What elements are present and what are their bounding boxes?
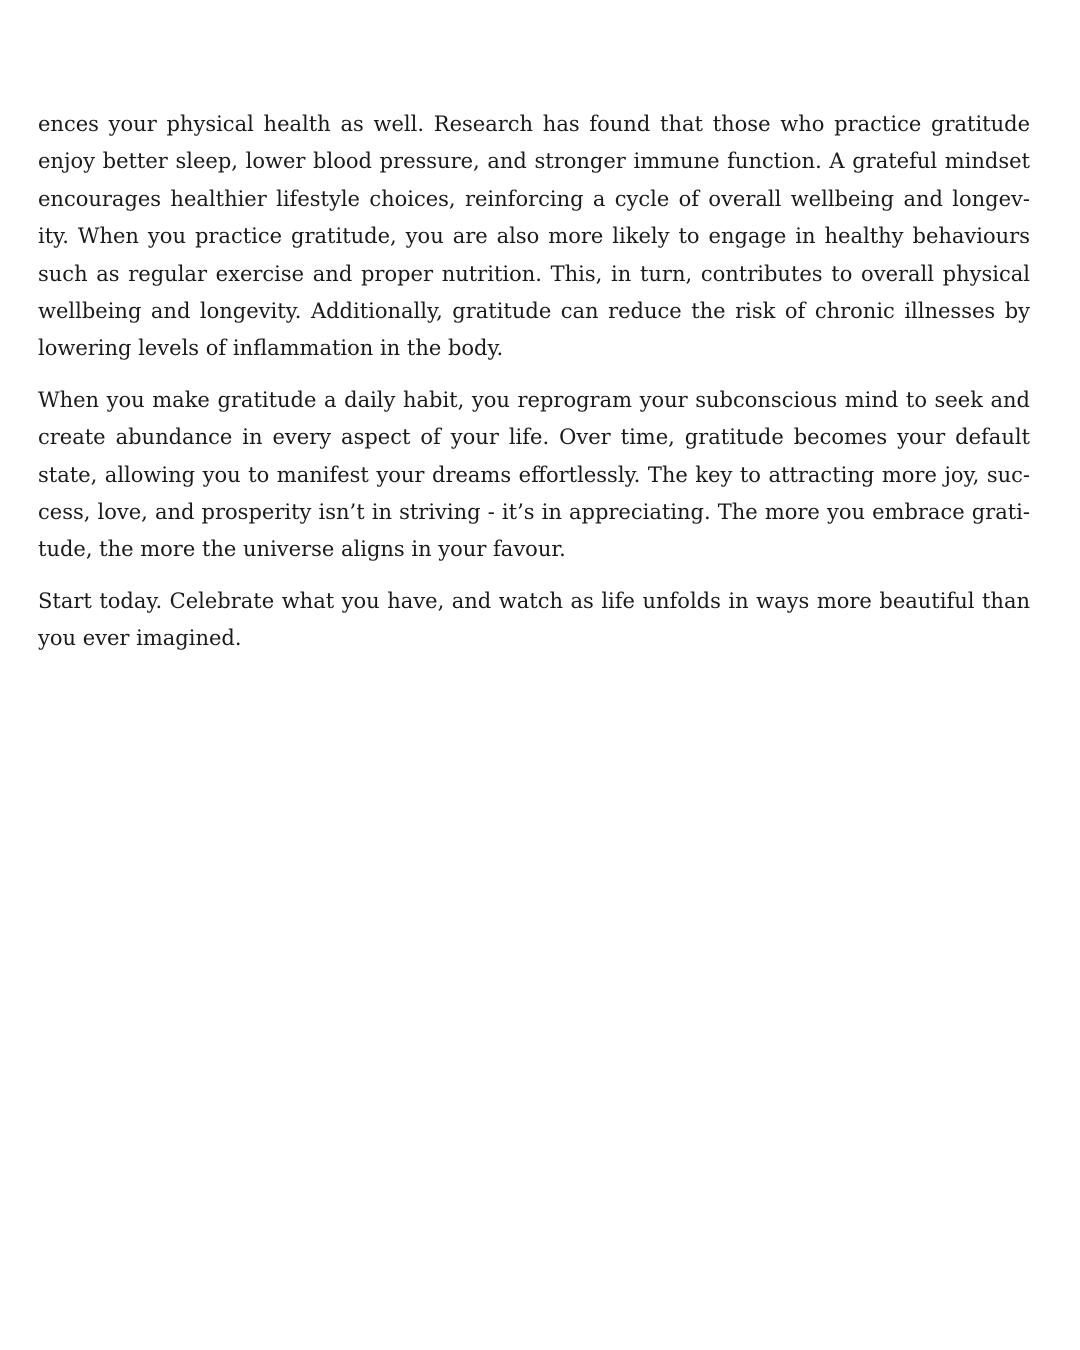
text-line: ences your physical health as well. Research has found that those who practice gratitude: [38, 112, 1030, 136]
page-body: [38, 106, 1030, 672]
text-line: enjoy better sleep, lower blood pressure, and stronger immune function. A grateful mindset: [38, 149, 1030, 174]
text-line: you ever imagined.: [38, 626, 242, 651]
paragraph: [38, 583, 1030, 658]
paragraph: [38, 106, 1030, 368]
text-line: ity. When you practice gratitude, you are also more likely to engage in healthy behaviours: [38, 224, 1030, 249]
text-line: Start today. Celebrate what you have, and watch as life unfolds in ways more beautiful than: [38, 588, 1030, 613]
text-line: create abundance in every aspect of your life. Over time, gratitude becomes your default: [38, 425, 1030, 450]
text-line: tude, the more the universe aligns in your favour.: [38, 537, 566, 562]
text-line: such as regular exercise and proper nutrition. This, in turn, contributes to overall physical: [38, 261, 1030, 286]
text-line: cess, love, and prosperity isn’t in striving - it’s in appreciating. The more you embrace grati-: [38, 500, 1030, 525]
text-line: encourages healthier lifestyle choices, reinforcing a cycle of overall wellbeing and longev-: [38, 186, 1030, 211]
paragraph: [38, 382, 1030, 569]
text-line: When you make gratitude a daily habit, you reprogram your subconscious mind to seek and: [38, 387, 1030, 412]
text-line: wellbeing and longevity. Additionally, gratitude can reduce the risk of chronic illnesses by: [38, 299, 1030, 324]
text-line: lowering levels of inflammation in the body.: [38, 336, 504, 361]
text-line: state, allowing you to manifest your dreams effortlessly. The key to attracting more joy, suc-: [38, 462, 1030, 487]
